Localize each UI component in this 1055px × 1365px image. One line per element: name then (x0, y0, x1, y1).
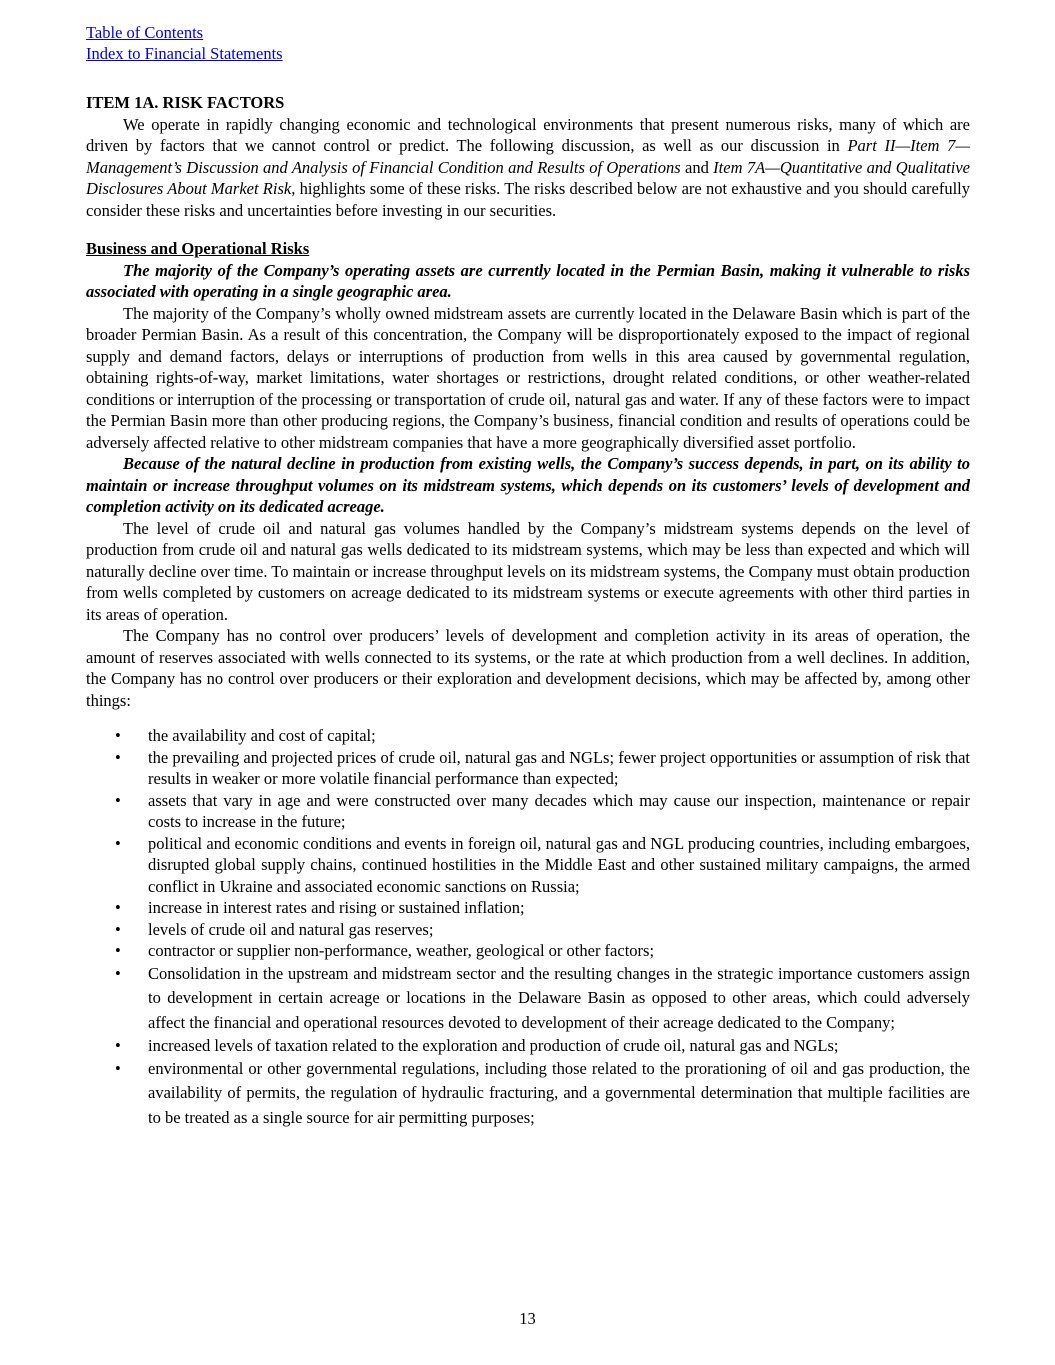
intro-run: and (680, 157, 714, 177)
bullet-icon: • (115, 963, 121, 983)
intro-run-italic-item7a: Item 7A—Quantitative and Qualitative Disclosures About Market Risk (86, 157, 970, 198)
bullet-icon: • (115, 919, 121, 939)
bullet-icon: • (115, 833, 121, 853)
list-item-text: Consolidation in the upstream and midstream sector and the resulting changes in the strategic importance customers assign to development in certain acreage or locations in the Delaware Basin as opposed to other areas, which could adversely affect the financial and operational resources devoted to development of their acreage dedicated to the Company; (148, 963, 970, 1032)
intro-run: , highlights some of these risks. The risks described below are not exhaustive and you should carefully consider these risks and uncertainties before investing in our securities. (86, 179, 970, 220)
page-title: ITEM 1A. RISK FACTORS (86, 93, 285, 112)
intro-run-italic-part2-item7: Part II—Item 7—Management’s Discussion and Analysis of Financial Condition and Results of Operations (86, 136, 970, 177)
risk-body-permian-basin: The majority of the Company’s wholly owned midstream assets are currently located in the Delaware Basin which is part of the broader Permian Basin. As a result of this concentration, the Company will be disproportionately exposed to the impact of regional supply and demand factors, delays or interruptions of production from wells in this area caused by governmental regulation, obtaining rights-of-way, market limitations, water shortages or restrictions, drought related conditions, or other weather-related conditions or interruption of the processing or transportation of crude oil, natural gas and water. If any of these factors were to impact the Permian Basin more than other producing regions, the Company’s business, financial condition and results of operations could be adversely affected relative to other midstream companies that have a more geographically diversified asset portfolio. (86, 303, 970, 452)
list-item-text: political and economic conditions and events in foreign oil, natural gas and NGL producing countries, including embargoes, disrupted global supply chains, continued hostilities in the Middle East and other sustained military campaigns, the armed conflict in Ukraine and associated economic sanctions on Russia; (148, 833, 970, 896)
bullet-icon: • (115, 747, 121, 767)
risk-body-throughput: The level of crude oil and natural gas volumes handled by the Company’s midstream systems depends on the level of production from crude oil and natural gas wells dedicated to its midstream systems, which may be less than expected and which will naturally decline over time. To maintain or increase throughput levels on its midstream systems, the Company must obtain production from wells completed by customers on acreage dedicated to its midstream systems or execute agreements with other third parties in its areas of operation. (86, 518, 970, 624)
page-number: 13 (519, 1309, 536, 1328)
list-item (86, 897, 970, 919)
bullet-icon: • (115, 898, 121, 917)
index-to-financial-statements-link[interactable]: Index to Financial Statements (86, 44, 283, 63)
list-item (86, 1057, 970, 1131)
intro-paragraph (86, 114, 970, 222)
list-item-text: contractor or supplier non-performance, weather, geological or other factors; (148, 941, 655, 960)
list-item (86, 790, 970, 833)
list-item (86, 1035, 970, 1057)
bullet-icon: • (115, 726, 121, 745)
list-item-text: assets that vary in age and were constructed over many decades which may cause our inspection, maintenance or repair costs to increase in the future; (148, 790, 970, 831)
list-item-text: increased levels of taxation related to the exploration and production of crude oil, natural gas and NGLs; (148, 1036, 839, 1055)
risk-body-no-control: The Company has no control over producers’ levels of development and completion activity in its areas of operation, the amount of reserves associated with wells connected to its systems, or the rate at which production from a well declines. In addition, the Company has no control over producers or their exploration and development decisions, which may be affected by, among other things: (86, 626, 970, 710)
intro-run: We operate in rapidly changing economic and technological environments that present numerous risks, many of which are driven by factors that we cannot control or predict. The following discussion, as well as our discussion in (86, 114, 970, 155)
list-item (86, 919, 970, 941)
bullet-icon: • (115, 790, 121, 810)
top-nav-links (86, 22, 970, 64)
list-item-text: increase in interest rates and rising or sustained inflation; (148, 898, 525, 917)
list-item-text: the availability and cost of capital; (148, 726, 376, 745)
risk-heading-natural-decline: Because of the natural decline in production from existing wells, the Company’s success depends, in part, on its ability to maintain or increase throughput volumes on its midstream systems, which depends on its customers’ levels of development and completion activity on its dedicated acreage. (86, 454, 970, 516)
list-item (86, 833, 970, 898)
bullet-icon: • (115, 1036, 121, 1055)
section-heading-business-operational-risks: Business and Operational Risks (86, 239, 310, 258)
list-item-text: environmental or other governmental regulations, including those related to the prorationing of oil and gas production, the availability of permits, the regulation of hydraulic fracturing, and a governmental determination that multiple facilities are to be treated as a single source for air permitting purposes; (148, 1058, 970, 1127)
list-item (86, 747, 970, 790)
bullet-list (86, 725, 970, 1130)
list-item-text: the prevailing and projected prices of crude oil, natural gas and NGLs; fewer project opportunities or assumption of risk that results in weaker or more volatile financial performance than expected; (148, 747, 970, 788)
bullet-icon: • (115, 941, 121, 960)
list-item (86, 725, 970, 747)
risk-heading-permian-basin: The majority of the Company’s operating assets are currently located in the Permian Basin, making it vulnerable to risks associated with operating in a single geographic area. (86, 260, 970, 301)
bullet-icon: • (115, 1058, 121, 1078)
list-item (86, 940, 970, 962)
list-item (86, 962, 970, 1036)
list-item-text: levels of crude oil and natural gas reserves; (148, 919, 434, 939)
table-of-contents-link[interactable]: Table of Contents (86, 23, 204, 42)
